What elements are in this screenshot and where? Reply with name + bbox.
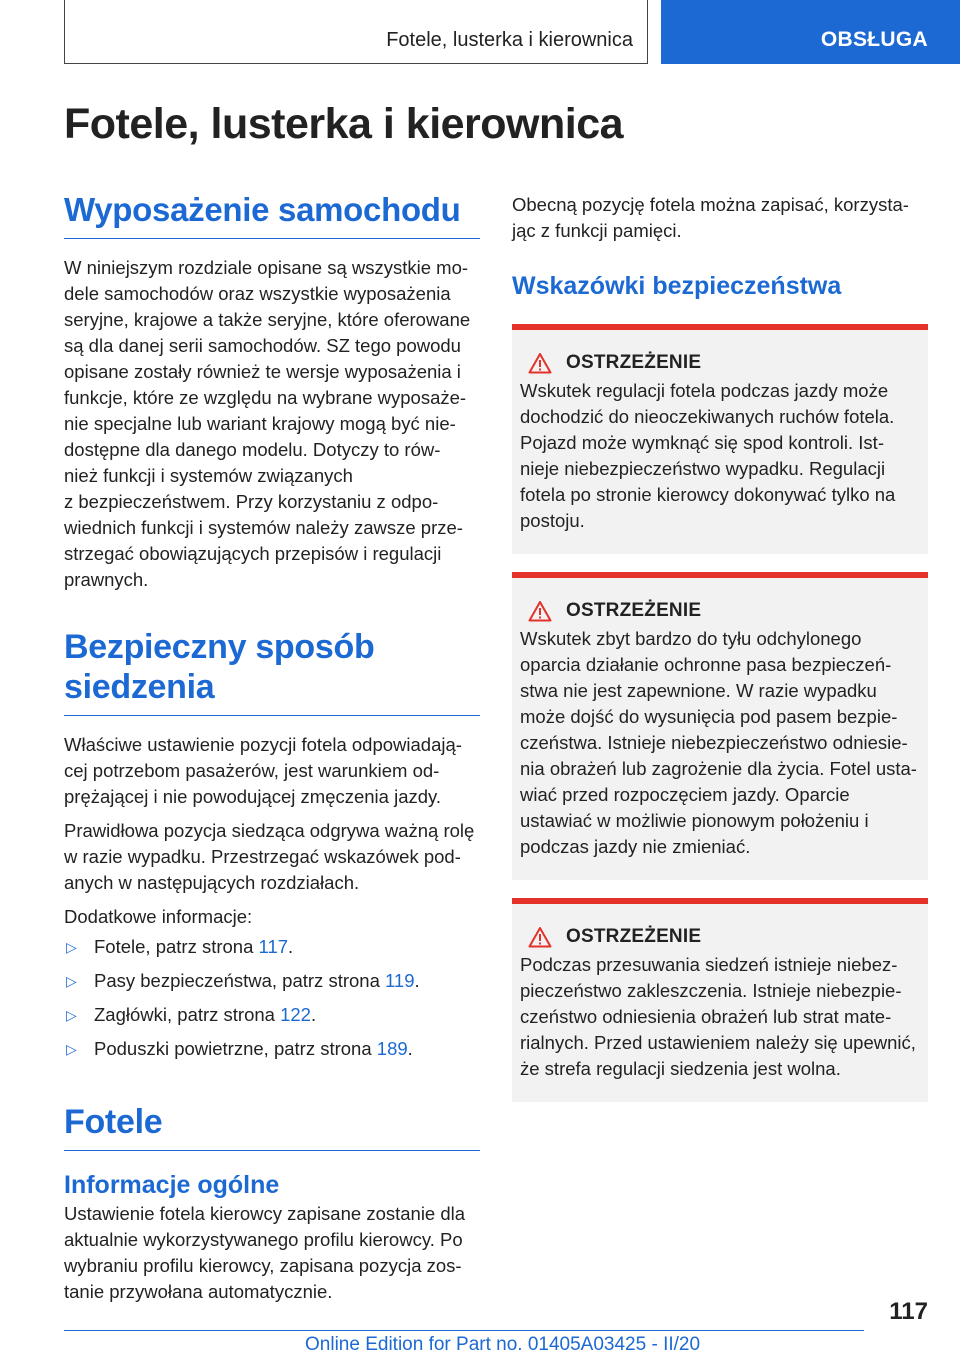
page-link-189[interactable]: 189 [376, 1038, 408, 1059]
general-paragraph: Ustawienie fotela kierowcy zapisane zostanie dla aktualnie wykorzystywanego profilu kierowcy. Po wybraniu profilu kierowcy, zapisana pozycja zos‐ tanie przywołana automatycznie. [64, 1203, 466, 1302]
warning-text: Wskutek zbyt bardzo do tyłu odchylonego oparcia działanie ochronne pasa bezpieczeń‐ stwa nie jest zapewnione. W razie wypadku może dojść do wysunięcia pod pasem bezpie‐ czeństwa. Istnieje niebezpieczeństwo odniesie‐ nia obrażeń lub zagrożenie dla życia. Fotel usta‐ wiać przed rozpoczęciem jazdy. Oparcie ustawiać w możliwie pionowym położeniu i podczas jazdy nie zmieniać. [520, 628, 917, 857]
triangle-right-icon: ▷ [66, 1007, 77, 1023]
seating-paragraph-1: Właściwe ustawienie pozycji fotela odpowiadają‐ cej potrzebom pasażerów, jest warunkiem od‐ prężającej i nie powodującej zmęczenia jazdy. [64, 734, 462, 807]
page-title: Fotele, lusterka i kierownica [64, 100, 624, 148]
section-title-seating: Bezpieczny sposób siedzenia [64, 627, 480, 716]
triangle-right-icon: ▷ [66, 1041, 77, 1057]
warning-text: Podczas przesuwania siedzeń istnieje niebez‐ pieczeństwo zakleszczenia. Istnieje niebezpie‐ czeństwo odniesienia obrażeń lub strat mate‐ rialnych. Przed ustawieniem należy się upewnić, że strefa regulacji siedzenia jest wolna. [520, 954, 916, 1079]
cross-reference-list [64, 934, 480, 1062]
equipment-paragraph: W niniejszym rozdziale opisane są wszystkie mo‐ dele samochodów oraz wszystkie wyposażenia seryjne, krajowe a także seryjne, które oferowane są dla danej serii samochodów. SZ tego powodu opisane zostały również te wersje wyposażenia i funkcje, które ze względu na wybrane wyposaże‐ nie specjalne lub wariant krajowy mogą być nie‐ dostępne dla danego modelu. Dotyczy to rów‐ nież funkcji i systemów związanych z bezpieczeństwem. Przy korzystaniu z odpo‐ wiednich funkcji i systemów należy zawsze prze‐ strzegać obowiązujących przepisów i regulacji prawnych. [64, 257, 471, 590]
section-title-equipment: Wyposażenie samochodu [64, 190, 480, 239]
warning-triangle-icon [528, 352, 552, 374]
list-item: ▷ Poduszki powietrzne, patrz strona 189. [64, 1036, 480, 1062]
left-column [64, 190, 480, 1305]
header-tab [661, 0, 960, 64]
warning-triangle-icon [528, 926, 552, 948]
warning-text: Wskutek regulacji fotela podczas jazdy może dochodzić do nieoczekiwanych ruchów fotela. Pojazd może wymknąć się spod kontroli. Ist‐ nieje niebezpieczeństwo wypadku. Regulacji fotela po stronie kierowcy dokonywać tylko na postoju. [520, 380, 896, 531]
warning-title: OSTRZEŻENIE [566, 352, 702, 373]
additional-info-label: Dodatkowe informacje: [64, 906, 253, 927]
page-link-122[interactable]: 122 [280, 1004, 311, 1025]
warning-triangle-icon [528, 600, 552, 622]
header-tab-label: OBSŁUGA [820, 28, 928, 51]
subsection-title-general: Informacje ogólne [64, 1171, 280, 1199]
header-section-title: Fotele, lusterka i kierownica [386, 29, 633, 51]
right-column [512, 192, 928, 1120]
list-item: ▷ Fotele, patrz strona 117. [64, 934, 480, 960]
safety-title: Wskazówki bezpieczeństwa [512, 272, 842, 300]
warning-box-2 [512, 572, 928, 880]
footer-edition: Online Edition for Part no. 01405A03425 - II/20 [305, 1334, 701, 1355]
section-title-seats: Fotele [64, 1102, 480, 1151]
warning-title: OSTRZEŻENIE [566, 926, 702, 947]
warning-box-3 [512, 898, 928, 1102]
page-number: 117 [889, 1298, 928, 1325]
footer-divider [64, 1330, 864, 1331]
triangle-right-icon: ▷ [66, 939, 77, 955]
triangle-right-icon: ▷ [66, 973, 77, 989]
page-link-119[interactable]: 119 [385, 970, 415, 991]
seating-paragraph-2: Prawidłowa pozycja siedząca odgrywa ważną rolę w razie wypadku. Przestrzegać wskazówek pod‐ anych w następujących rozdziałach. [64, 820, 475, 893]
list-item: ▷ Zagłówki, patrz strona 122. [64, 1002, 480, 1028]
list-item: ▷ Pasy bezpieczeństwa, patrz strona 119. [64, 968, 480, 994]
memory-paragraph: Obecną pozycję fotela można zapisać, korzysta‐ jąc z funkcji pamięci. [512, 194, 909, 241]
header-section-box [64, 0, 648, 64]
warning-box-1 [512, 324, 928, 554]
page-link-117[interactable]: 117 [258, 936, 289, 957]
warning-title: OSTRZEŻENIE [566, 600, 702, 621]
